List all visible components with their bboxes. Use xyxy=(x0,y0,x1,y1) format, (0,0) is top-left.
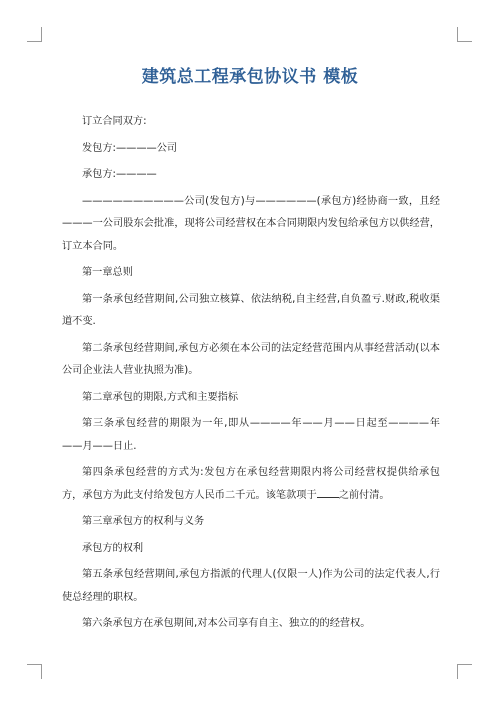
payment-date-blank xyxy=(317,487,339,498)
article-3: 第三条承包经营的期限为一年,即从————年——月——日起至————年——月——日止. xyxy=(62,418,440,452)
document-body xyxy=(62,111,440,640)
article-4-text: 第四条承包经营的方式为:发包方在承包经营期限内将公司经营权提供给承包方，承包方为此支付给发包方人民币二千元。该笔款项于 xyxy=(62,467,440,501)
article-1: 第一条承包经营期间,公司独立核算、依法纳税,自主经营,自负盈亏.财政,税收渠道不变. xyxy=(62,293,440,327)
crop-mark-top-right xyxy=(457,27,472,42)
article-4-tail: 之前付清。 xyxy=(338,489,390,501)
chapter-1-heading: 第一章总则 xyxy=(82,267,133,278)
crop-mark-top-left xyxy=(27,27,42,42)
employer-line: 发包方:————公司 xyxy=(82,142,178,154)
chapter-3-heading: 第三章承包方的权利与义务 xyxy=(82,516,205,527)
contract-parties-heading: 订立合同双方: xyxy=(82,116,147,127)
chapter-2-heading: 第二章承包的期限,方式和主要指标 xyxy=(82,391,239,403)
article-2: 第二条承包经营期间,承包方必须在本公司的法定经营范围内从事经营活动(以本公司企业法人营业执照为准)。 xyxy=(62,342,440,376)
article-6: 第六条承包方在承包期间,对本公司享有自主、独立的的经营权。 xyxy=(82,618,371,629)
crop-mark-bottom-right xyxy=(457,664,472,679)
article-4 xyxy=(62,462,440,507)
article-5: 第五条承包经营期间,承包方指派的代理人(仅限一人)作为公司的法定代表人,行使总经理的职权。 xyxy=(62,569,440,603)
contractor-rights-heading: 承包方的权利 xyxy=(82,542,144,554)
preamble-paragraph: ——————————公司(发包方)与——————(承包方)经协商一致，且经———一公司股东会批准，现将公司经营权在本合同期限内发包给承包方以供经营，订立本合同。 xyxy=(62,195,440,252)
crop-mark-bottom-left xyxy=(27,664,42,679)
document-title: 建筑总工程承包协议书 模板 xyxy=(141,67,359,87)
contractor-line: 承包方:———— xyxy=(82,169,157,180)
